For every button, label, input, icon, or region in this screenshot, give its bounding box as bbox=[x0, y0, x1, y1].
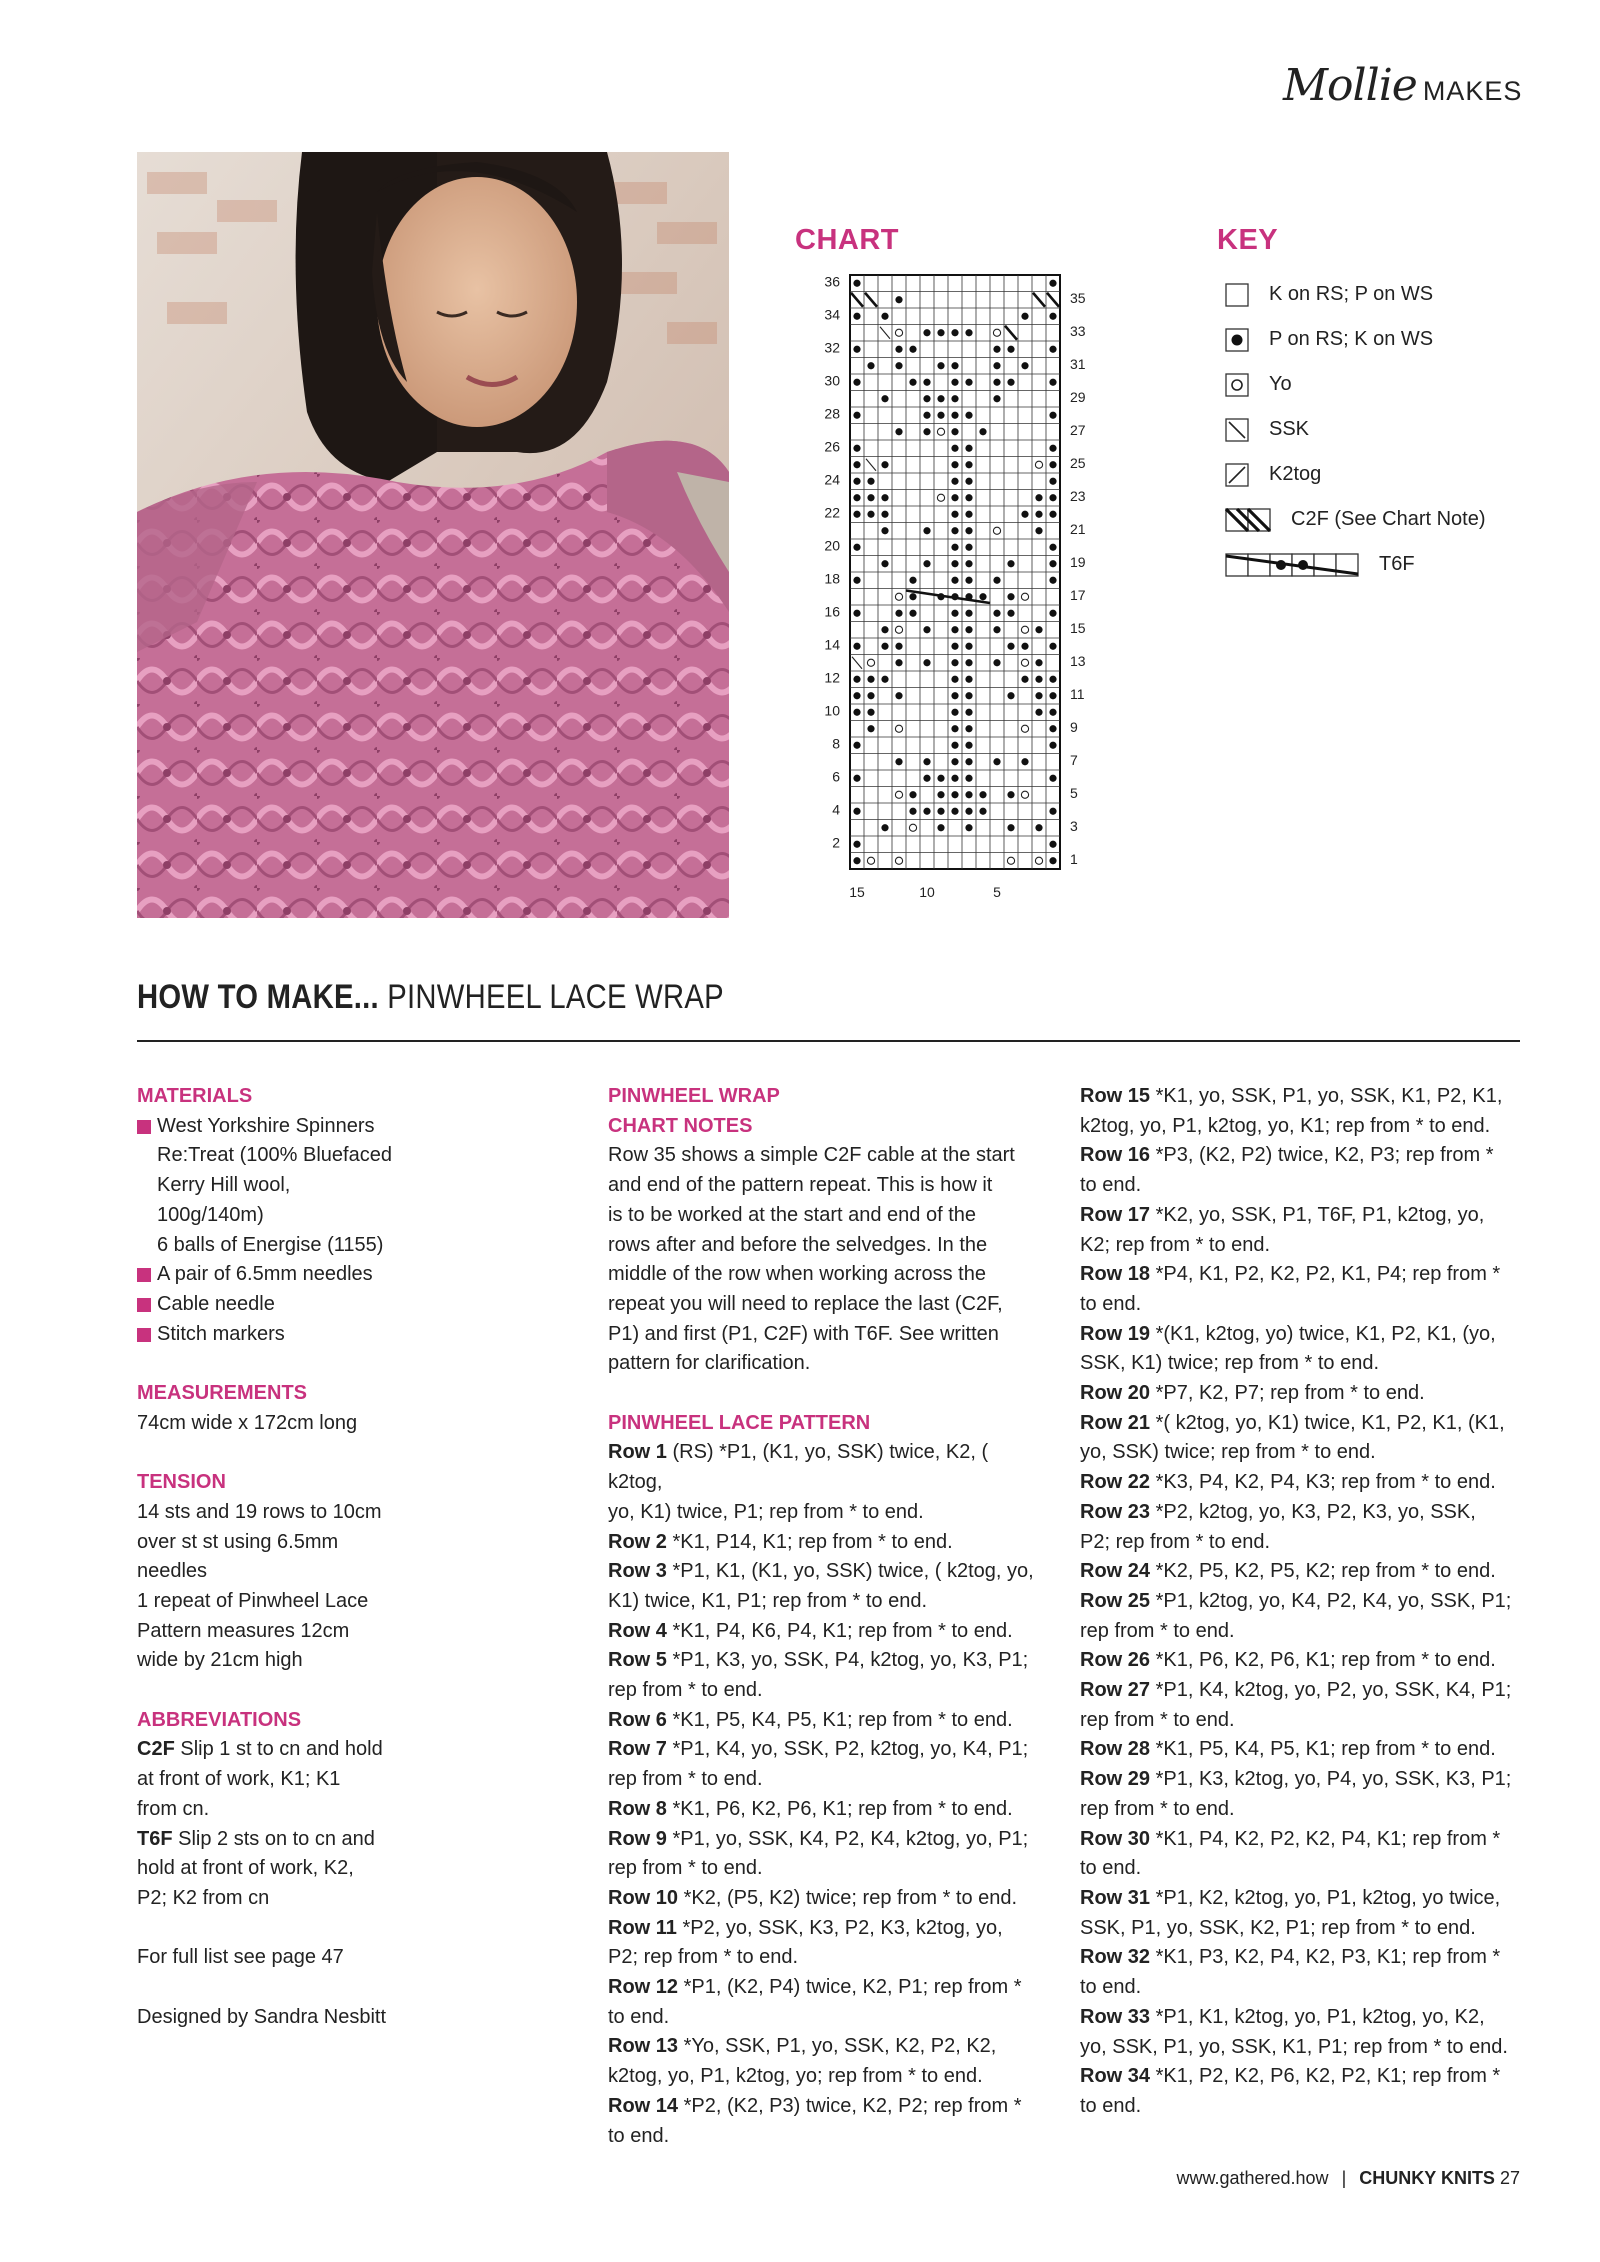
chart-row-label-left: 2 bbox=[832, 834, 840, 851]
pattern-row-line bbox=[1080, 1825, 1540, 1855]
brand-script: Mollie bbox=[1283, 60, 1417, 111]
chart-row-label-left: 16 bbox=[824, 603, 840, 620]
materials-item: 6 balls of Energise (1155) bbox=[157, 1233, 384, 1256]
chart-note-line: is to be worked at the start and end of the bbox=[608, 1203, 977, 1226]
pattern-rows-1-14 bbox=[608, 1438, 1048, 2151]
pattern-row-line bbox=[1080, 1943, 1540, 1973]
row-text: to end. bbox=[608, 2005, 670, 2028]
pattern-row-line bbox=[1080, 1171, 1540, 1201]
row-text: Slip 2 sts on to cn and bbox=[172, 1827, 375, 1850]
row-text: *P1, yo, SSK, K4, P2, K4, k2tog, yo, P1; bbox=[666, 1827, 1029, 1850]
row-text: *K1, P5, K4, P5, K1; rep from * to end. bbox=[1150, 1738, 1496, 1761]
tension-heading: TENSION bbox=[137, 1471, 226, 1494]
abbreviation-line bbox=[137, 1735, 457, 1765]
row-label: Row 7 bbox=[608, 1738, 667, 1761]
row-label: Row 4 bbox=[608, 1619, 667, 1642]
pattern-row-line bbox=[1080, 1290, 1540, 1320]
pattern-row-line bbox=[1080, 1706, 1540, 1736]
row-text: P2; rep from * to end. bbox=[608, 1946, 799, 1969]
chart-row-label-right: 21 bbox=[1070, 521, 1086, 538]
chart-col-label: 10 bbox=[919, 884, 935, 900]
row-label: Row 15 bbox=[1080, 1085, 1151, 1107]
materials-item: Kerry Hill wool, bbox=[157, 1174, 291, 1197]
pattern-row-line bbox=[608, 1438, 1048, 1497]
row-text: to end. bbox=[1080, 1857, 1142, 1880]
chart-row-label-right: 19 bbox=[1070, 554, 1086, 571]
row-label: Row 27 bbox=[1080, 1679, 1151, 1702]
pattern-row-line bbox=[1080, 1884, 1540, 1914]
row-label: Row 9 bbox=[608, 1827, 667, 1850]
row-label: Row 2 bbox=[608, 1530, 667, 1553]
key-row-dot-square bbox=[1225, 317, 1575, 362]
section-title bbox=[137, 978, 724, 1017]
pattern-row-line bbox=[1080, 1735, 1540, 1765]
chart-row-label-left: 36 bbox=[824, 273, 840, 290]
photo-illustration bbox=[137, 152, 729, 918]
chart-row-label-right: 5 bbox=[1070, 785, 1078, 802]
row-label: Row 17 bbox=[1080, 1203, 1151, 1226]
pattern-row-line bbox=[608, 1617, 1048, 1647]
chart-row-label-right: 1 bbox=[1070, 851, 1078, 868]
brand-logo bbox=[1283, 60, 1522, 110]
pattern-row-line bbox=[1080, 1231, 1540, 1261]
row-label: Row 6 bbox=[608, 1708, 667, 1731]
pattern-row-line bbox=[608, 1587, 1048, 1617]
row-label: Row 30 bbox=[1080, 1827, 1151, 1850]
pattern-row-line bbox=[1080, 2003, 1540, 2033]
chart-key bbox=[1225, 272, 1575, 587]
pattern-row-line bbox=[608, 1914, 1048, 1944]
column-materials bbox=[137, 1082, 457, 2032]
pattern-row-line bbox=[1080, 1557, 1540, 1587]
row-text: k2tog, yo, P1, k2tog, yo; rep from * to end. bbox=[608, 2065, 983, 2088]
key-row-k2tog-square bbox=[1225, 452, 1575, 497]
abbreviation-line bbox=[137, 1884, 457, 1914]
chart-row-label-left: 18 bbox=[824, 570, 840, 587]
chart-row-label-left: 12 bbox=[824, 669, 840, 686]
row-text: rep from * to end. bbox=[1080, 1708, 1235, 1731]
key-row-c2f bbox=[1225, 497, 1575, 542]
row-text: *P1, K1, k2tog, yo, P1, k2tog, yo, K2, bbox=[1150, 2005, 1485, 2028]
row-text: *P2, k2tog, yo, K3, P2, K3, yo, SSK, bbox=[1150, 1500, 1476, 1523]
pattern-row-line bbox=[608, 1825, 1048, 1855]
row-label: Row 11 bbox=[608, 1916, 677, 1939]
row-text: to end. bbox=[1080, 1292, 1142, 1315]
row-label: Row 14 bbox=[608, 2094, 679, 2117]
chart-row-label-right: 3 bbox=[1070, 818, 1078, 835]
row-text: K1) twice, K1, P1; rep from * to end. bbox=[608, 1589, 928, 1612]
pattern-row-line bbox=[1080, 2092, 1540, 2122]
key-label: K on RS; P on WS bbox=[1269, 283, 1434, 305]
row-text: at front of work, K1; K1 bbox=[137, 1768, 341, 1791]
row-text: hold at front of work, K2, bbox=[137, 1857, 354, 1880]
chart-row-label-left: 30 bbox=[824, 372, 840, 389]
pattern-row-line bbox=[608, 1676, 1048, 1706]
materials-item: Re:Treat (100% Bluefaced bbox=[157, 1144, 392, 1167]
pattern-row-line bbox=[608, 2092, 1048, 2122]
chart-row-label-left: 20 bbox=[824, 537, 840, 554]
row-text: yo, SSK, P1, yo, SSK, K1, P1; rep from * to end. bbox=[1080, 2035, 1508, 2058]
row-text: *P1, K4, yo, SSK, P2, k2tog, yo, K4, P1; bbox=[666, 1738, 1029, 1761]
key-label: T6F bbox=[1379, 553, 1415, 575]
tension-line: Pattern measures 12cm bbox=[137, 1619, 350, 1642]
chart-col-label: 15 bbox=[849, 884, 865, 900]
chart-notes-heading-2: CHART NOTES bbox=[608, 1114, 753, 1137]
chart-row-label-right: 27 bbox=[1070, 422, 1086, 439]
pattern-row-line bbox=[608, 1557, 1048, 1587]
chart-note-line: middle of the row when working across the bbox=[608, 1263, 986, 1286]
section-title-light: PINWHEEL LACE WRAP bbox=[378, 978, 724, 1016]
pattern-row-line bbox=[1080, 1587, 1540, 1617]
column-pattern-cont bbox=[1080, 1082, 1540, 2122]
row-label: Row 26 bbox=[1080, 1649, 1151, 1672]
row-text: to end. bbox=[608, 2124, 670, 2147]
row-label: Row 16 bbox=[1080, 1144, 1151, 1167]
row-text: rep from * to end. bbox=[608, 1768, 763, 1791]
pattern-row-line bbox=[1080, 1438, 1540, 1468]
key-label: SSK bbox=[1269, 418, 1310, 440]
pattern-row-line bbox=[1080, 1617, 1540, 1647]
row-text: rep from * to end. bbox=[608, 1679, 763, 1702]
pattern-row-line bbox=[1080, 1528, 1540, 1558]
row-text: (RS) *P1, (K1, yo, SSK) twice, K2, ( k2tog, bbox=[608, 1441, 989, 1494]
pattern-row-line bbox=[608, 1973, 1048, 2003]
chart-title: CHART bbox=[795, 224, 899, 256]
brand-makes: MAKES bbox=[1422, 76, 1523, 106]
row-text: *K1, yo, SSK, P1, yo, SSK, K1, P2, K1, bbox=[1150, 1085, 1503, 1107]
row-label: Row 20 bbox=[1080, 1382, 1151, 1405]
row-text: *Yo, SSK, P1, yo, SSK, K2, P2, K2, bbox=[678, 2035, 997, 2058]
row-text: *( k2tog, yo, K1) twice, K1, P2, K1, (K1, bbox=[1150, 1411, 1505, 1434]
chart-row-label-right: 13 bbox=[1070, 653, 1086, 670]
materials-list bbox=[137, 1112, 457, 1350]
row-label: Row 22 bbox=[1080, 1471, 1151, 1494]
abbreviation-line bbox=[137, 1854, 457, 1884]
footer-url: www.gathered.how bbox=[1176, 2168, 1329, 2188]
abbreviations-list bbox=[137, 1735, 457, 1913]
pattern-row-line bbox=[608, 1884, 1048, 1914]
row-label: Row 5 bbox=[608, 1649, 667, 1672]
row-text: *P3, (K2, P2) twice, K2, P3; rep from * bbox=[1150, 1144, 1494, 1167]
row-text: *P1, k2tog, yo, K4, P2, K4, yo, SSK, P1; bbox=[1150, 1589, 1512, 1612]
chart-grid bbox=[790, 270, 1140, 910]
chart-row-label-left: 22 bbox=[824, 504, 840, 521]
row-text: P2; rep from * to end. bbox=[1080, 1530, 1271, 1553]
pattern-row-line bbox=[1080, 1320, 1540, 1350]
pattern-row-line bbox=[608, 1706, 1048, 1736]
pattern-row-line bbox=[608, 1795, 1048, 1825]
abbreviation-line bbox=[137, 1765, 457, 1795]
pattern-row-line bbox=[608, 1765, 1048, 1795]
chart-row-label-right: 35 bbox=[1070, 290, 1086, 307]
chart-row-label-left: 28 bbox=[824, 405, 840, 422]
row-label: Row 28 bbox=[1080, 1738, 1151, 1761]
row-text: *K2, P5, K2, P5, K2; rep from * to end. bbox=[1150, 1560, 1496, 1583]
row-text: *K1, P14, K1; rep from * to end. bbox=[666, 1530, 953, 1553]
row-text: *P1, K1, (K1, yo, SSK) twice, ( k2tog, yo, bbox=[666, 1560, 1034, 1583]
row-label: Row 23 bbox=[1080, 1500, 1151, 1523]
row-text: to end. bbox=[1080, 2094, 1142, 2117]
chart-row-label-right: 7 bbox=[1070, 752, 1078, 769]
row-text: *(K1, k2tog, yo) twice, K1, P2, K1, (yo, bbox=[1150, 1322, 1496, 1345]
pattern-rows-15-34 bbox=[1080, 1082, 1540, 2122]
tension-line: 1 repeat of Pinwheel Lace bbox=[137, 1589, 369, 1612]
row-text: *P2, (K2, P3) twice, K2, P2; rep from * bbox=[678, 2094, 1022, 2117]
pattern-row-line bbox=[1080, 1676, 1540, 1706]
pattern-row-line bbox=[608, 2122, 1048, 2152]
pattern-row-line bbox=[1080, 1201, 1540, 1231]
chart-row-label-right: 9 bbox=[1070, 719, 1078, 736]
row-text: *K1, P2, K2, P6, K2, P2, K1; rep from * bbox=[1150, 2065, 1501, 2088]
row-label: Row 18 bbox=[1080, 1263, 1151, 1286]
key-title: KEY bbox=[1217, 224, 1279, 256]
row-text: *K3, P4, K2, P4, K3; rep from * to end. bbox=[1150, 1471, 1496, 1494]
c2f-icon bbox=[1225, 508, 1271, 532]
pattern-row-line bbox=[1080, 1141, 1540, 1171]
chart-note-line: Row 35 shows a simple C2F cable at the start bbox=[608, 1144, 1015, 1167]
footer-separator: | bbox=[1341, 2168, 1347, 2188]
row-label: Row 34 bbox=[1080, 2065, 1151, 2088]
pattern-row-line bbox=[608, 1646, 1048, 1676]
row-text: *P1, K4, k2tog, yo, P2, yo, SSK, K4, P1; bbox=[1150, 1679, 1512, 1702]
materials-item: West Yorkshire Spinners bbox=[137, 1112, 457, 1142]
row-text: *P7, K2, P7; rep from * to end. bbox=[1150, 1382, 1425, 1405]
key-row-blank-square bbox=[1225, 272, 1575, 317]
chart-row-label-left: 10 bbox=[824, 702, 840, 719]
row-text: Slip 1 st to cn and hold bbox=[174, 1738, 383, 1761]
dot-square-icon bbox=[1225, 328, 1249, 352]
row-text: yo, K1) twice, P1; rep from * to end. bbox=[608, 1500, 924, 1523]
pattern-row-line bbox=[1080, 1082, 1540, 1112]
row-text: *P1, K3, yo, SSK, P4, k2tog, yo, K3, P1; bbox=[666, 1649, 1029, 1672]
ssk-square-icon bbox=[1225, 418, 1249, 442]
row-label: Row 25 bbox=[1080, 1589, 1151, 1612]
row-label: Row 33 bbox=[1080, 2005, 1151, 2028]
measurements-heading: MEASUREMENTS bbox=[137, 1382, 308, 1405]
pattern-row-line bbox=[1080, 1349, 1540, 1379]
chart-row-label-right: 11 bbox=[1070, 686, 1085, 703]
column-chart-notes bbox=[608, 1082, 1048, 2151]
chart-row-label-left: 34 bbox=[824, 306, 840, 323]
row-text: *P1, K3, k2tog, yo, P4, yo, SSK, K3, P1; bbox=[1150, 1768, 1512, 1791]
row-label: Row 8 bbox=[608, 1797, 667, 1820]
pattern-row-line bbox=[1080, 1795, 1540, 1825]
pattern-row-line bbox=[1080, 1112, 1540, 1142]
k2tog-square-icon bbox=[1225, 463, 1249, 487]
chart-note-line: pattern for clarification. bbox=[608, 1352, 811, 1375]
chart-row-label-right: 25 bbox=[1070, 455, 1086, 472]
row-label: Row 10 bbox=[608, 1886, 679, 1909]
circle-square-icon bbox=[1225, 373, 1249, 397]
section-rule bbox=[137, 1040, 1520, 1042]
abbreviation-line bbox=[137, 1795, 457, 1825]
row-label: Row 32 bbox=[1080, 1946, 1151, 1969]
designer-credit: Designed by Sandra Nesbitt bbox=[137, 2005, 387, 2028]
materials-item: Stitch markers bbox=[137, 1320, 457, 1350]
blank-square-icon bbox=[1225, 283, 1249, 307]
row-text: k2tog, yo, P1, k2tog, yo, K1; rep from * to end. bbox=[1080, 1114, 1491, 1137]
chart-row-label-left: 32 bbox=[824, 339, 840, 356]
tension-line: 14 sts and 19 rows to 10cm bbox=[137, 1500, 382, 1523]
chart-row-label-right: 29 bbox=[1070, 389, 1086, 406]
chart-row-label-right: 33 bbox=[1070, 323, 1086, 340]
pattern-row-line bbox=[608, 1528, 1048, 1558]
row-label: Row 3 bbox=[608, 1560, 667, 1583]
row-label: Row 31 bbox=[1080, 1886, 1151, 1909]
row-text: *K1, P4, K2, P2, K2, P4, K1; rep from * bbox=[1150, 1827, 1501, 1850]
key-label: K2tog bbox=[1269, 463, 1322, 485]
pattern-row-line bbox=[1080, 1914, 1540, 1944]
row-label: Row 19 bbox=[1080, 1322, 1151, 1345]
row-text: *P4, K1, P2, K2, P2, K1, P4; rep from * bbox=[1150, 1263, 1501, 1286]
page-footer bbox=[1176, 2168, 1520, 2189]
row-text: SSK, K1) twice; rep from * to end. bbox=[1080, 1352, 1380, 1375]
row-text: rep from * to end. bbox=[1080, 1797, 1235, 1820]
row-text: *P1, (K2, P4) twice, K2, P1; rep from * bbox=[678, 1976, 1022, 1999]
row-label: Row 24 bbox=[1080, 1560, 1151, 1583]
chart-col-label: 5 bbox=[993, 884, 1001, 900]
key-label: Yo bbox=[1269, 373, 1292, 395]
chart-row-label-left: 8 bbox=[832, 735, 840, 752]
pattern-row-line bbox=[1080, 1260, 1540, 1290]
chart-row-label-left: 4 bbox=[832, 801, 840, 818]
wrap-photo bbox=[137, 152, 729, 918]
row-text: K2; rep from * to end. bbox=[1080, 1233, 1271, 1256]
row-label: Row 29 bbox=[1080, 1768, 1151, 1791]
chart-row-label-right: 23 bbox=[1070, 488, 1086, 505]
pattern-heading: PINWHEEL LACE PATTERN bbox=[608, 1411, 871, 1434]
pattern-row-line bbox=[608, 2032, 1048, 2062]
pattern-row-line bbox=[1080, 1973, 1540, 2003]
tension-line: needles bbox=[137, 1560, 208, 1583]
row-text: *K1, P6, K2, P6, K1; rep from * to end. bbox=[666, 1797, 1013, 1820]
pattern-row-line bbox=[1080, 1646, 1540, 1676]
pattern-row-line bbox=[608, 1943, 1048, 1973]
tension-list bbox=[137, 1498, 457, 1676]
row-text: *K1, P4, K6, P4, K1; rep from * to end. bbox=[666, 1619, 1013, 1642]
row-text: *P1, K2, k2tog, yo, P1, k2tog, yo twice, bbox=[1150, 1886, 1501, 1909]
pattern-row-line bbox=[608, 1498, 1048, 1528]
row-label: Row 13 bbox=[608, 2035, 679, 2058]
footer-magazine: CHUNKY KNITS bbox=[1359, 2168, 1495, 2188]
section-title-bold: HOW TO MAKE... bbox=[137, 978, 379, 1016]
chart-row-label-right: 17 bbox=[1070, 587, 1086, 604]
row-label: Row 1 bbox=[608, 1441, 667, 1464]
key-row-circle-square bbox=[1225, 362, 1575, 407]
materials-heading: MATERIALS bbox=[137, 1085, 253, 1107]
chart-row-label-right: 31 bbox=[1070, 356, 1086, 373]
row-text: P2; K2 from cn bbox=[137, 1886, 270, 1909]
materials-item: Cable needle bbox=[137, 1290, 457, 1320]
key-row-t6f bbox=[1225, 542, 1575, 587]
chart-note-line: rows after and before the selvedges. In the bbox=[608, 1233, 988, 1256]
row-text: from cn. bbox=[137, 1797, 210, 1820]
pattern-row-line bbox=[608, 1854, 1048, 1884]
row-text: rep from * to end. bbox=[1080, 1619, 1235, 1642]
row-text: yo, SSK) twice; rep from * to end. bbox=[1080, 1441, 1376, 1464]
row-text: rep from * to end. bbox=[608, 1857, 763, 1880]
row-label: T6F bbox=[137, 1827, 173, 1850]
row-text: *K1, P5, K4, P5, K1; rep from * to end. bbox=[666, 1708, 1013, 1731]
chart-row-label-left: 26 bbox=[824, 438, 840, 455]
key-label: P on RS; K on WS bbox=[1269, 328, 1434, 350]
pattern-row-line bbox=[608, 2062, 1048, 2092]
chart-row-label-left: 6 bbox=[832, 768, 840, 785]
chart-note-line: and end of the pattern repeat. This is how it bbox=[608, 1174, 993, 1197]
pattern-row-line bbox=[1080, 2033, 1540, 2063]
knitting-chart bbox=[790, 270, 1140, 910]
pattern-row-line bbox=[1080, 1498, 1540, 1528]
pattern-row-line bbox=[1080, 1409, 1540, 1439]
chart-row-label-left: 14 bbox=[824, 636, 840, 653]
row-text: *K1, P6, K2, P6, K1; rep from * to end. bbox=[1150, 1649, 1496, 1672]
row-text: *K2, (P5, K2) twice; rep from * to end. bbox=[678, 1886, 1018, 1909]
row-label: Row 12 bbox=[608, 1976, 679, 1999]
pattern-row-line bbox=[608, 2003, 1048, 2033]
row-text: SSK, P1, yo, SSK, K2, P1; rep from * to end. bbox=[1080, 1916, 1476, 1939]
chart-note-line: repeat you will need to replace the last (C2F, bbox=[608, 1292, 1003, 1315]
row-text: *P2, yo, SSK, K3, P2, K3, k2tog, yo, bbox=[676, 1916, 1003, 1939]
row-label: C2F bbox=[137, 1738, 175, 1761]
full-list-note: For full list see page 47 bbox=[137, 1946, 344, 1969]
materials-item: 100g/140m) bbox=[157, 1203, 264, 1226]
row-text: to end. bbox=[1080, 1976, 1142, 1999]
chart-notes-heading-1: PINWHEEL WRAP bbox=[608, 1085, 780, 1107]
key-label: C2F (See Chart Note) bbox=[1291, 508, 1486, 530]
chart-note-line: P1) and first (P1, C2F) with T6F. See written bbox=[608, 1322, 999, 1345]
chart-notes-text bbox=[608, 1141, 1048, 1379]
pattern-row-line bbox=[1080, 1468, 1540, 1498]
materials-item: A pair of 6.5mm needles bbox=[137, 1260, 457, 1290]
t6f-icon bbox=[1225, 553, 1359, 577]
chart-row-label-left: 24 bbox=[824, 471, 840, 488]
row-text: *K1, P3, K2, P4, K2, P3, K1; rep from * bbox=[1150, 1946, 1501, 1969]
abbreviation-line bbox=[137, 1825, 457, 1855]
measurements-text: 74cm wide x 172cm long bbox=[137, 1411, 358, 1434]
tension-line: wide by 21cm high bbox=[137, 1649, 303, 1672]
pattern-row-line bbox=[1080, 2062, 1540, 2092]
footer-page-number: 27 bbox=[1499, 2168, 1520, 2188]
row-text: *K2, yo, SSK, P1, T6F, P1, k2tog, yo, bbox=[1150, 1203, 1485, 1226]
row-label: Row 21 bbox=[1080, 1411, 1151, 1434]
row-text: to end. bbox=[1080, 1174, 1142, 1197]
key-row-ssk-square bbox=[1225, 407, 1575, 452]
pattern-row-line bbox=[1080, 1379, 1540, 1409]
abbreviations-heading: ABBREVIATIONS bbox=[137, 1708, 302, 1731]
tension-line: over st st using 6.5mm bbox=[137, 1530, 339, 1553]
pattern-row-line bbox=[1080, 1765, 1540, 1795]
pattern-row-line bbox=[608, 1735, 1048, 1765]
chart-row-label-right: 15 bbox=[1070, 620, 1086, 637]
pattern-row-line bbox=[1080, 1854, 1540, 1884]
